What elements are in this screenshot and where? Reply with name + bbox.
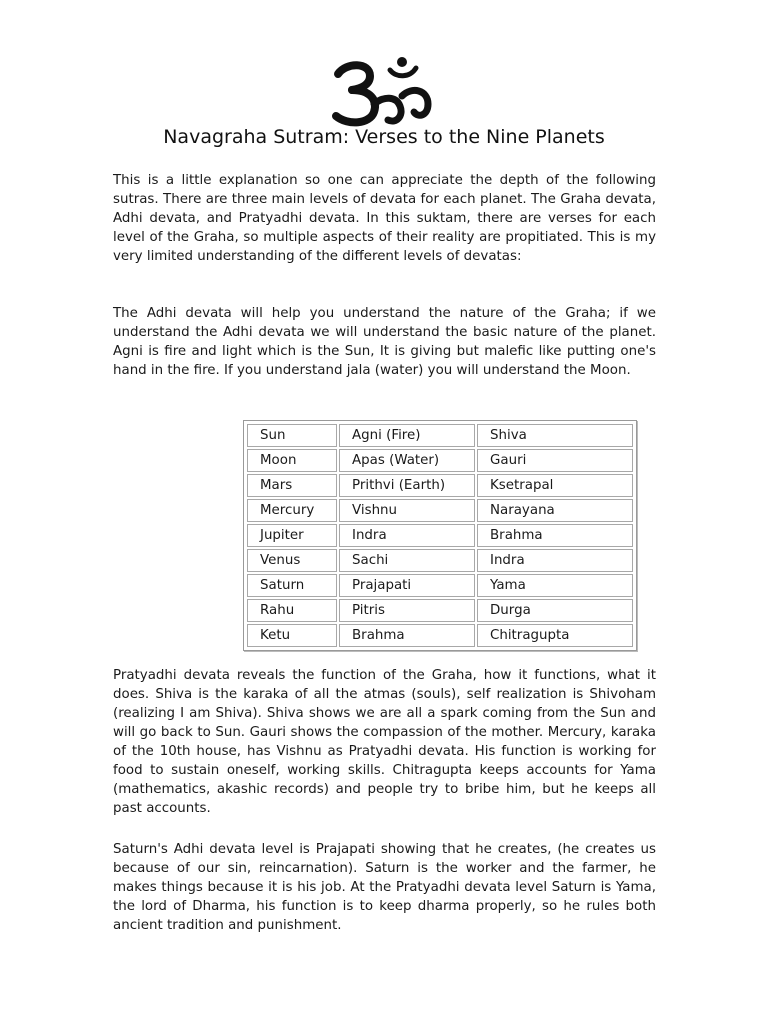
adhi-devata-paragraph: The Adhi devata will help you understand the nature of the Graha; if we understand the Adhi devata we will understand the basic nature of the planet. Agni is fire and light which is the Sun, It is giving but malefic like putting one's hand in the fire. If you understand jala (water) you will understand the Moon. <box>113 306 656 378</box>
table-row <box>247 574 633 597</box>
om-symbol-icon <box>330 56 440 130</box>
adhi-devata-cell: Prajapati <box>339 574 475 597</box>
pratyadhi-devata-cell: Shiva <box>477 424 633 447</box>
intro-paragraph: This is a little explanation so one can appreciate the depth of the following sutras. There are three main levels of devata for each planet. The Graha devata, Adhi devata, and Pratyadhi devata. In this suktam, there are verses for each level of the Graha, so multiple aspects of their reality are propitiated. This is my very limited understanding of the different levels of devatas: <box>113 173 656 264</box>
table-row <box>247 599 633 622</box>
table-row <box>247 474 633 497</box>
planet-cell: Rahu <box>247 599 337 622</box>
table-row <box>247 624 633 647</box>
planet-cell: Jupiter <box>247 524 337 547</box>
pratyadhi-devata-cell: Yama <box>477 574 633 597</box>
pratyadhi-devata-cell: Chitragupta <box>477 624 633 647</box>
adhi-devata-cell: Vishnu <box>339 499 475 522</box>
table-row <box>247 424 633 447</box>
planet-cell: Mercury <box>247 499 337 522</box>
adhi-devata-cell: Brahma <box>339 624 475 647</box>
page-title: Navagraha Sutram: Verses to the Nine Planets <box>163 126 605 148</box>
pratyadhi-devata-paragraph: Pratyadhi devata reveals the function of the Graha, how it functions, what it does. Shiva is the karaka of all the atmas (souls), self realization is Shivoham (realizing I am Shiva). Shiva shows we are all a spark coming from the Sun and will go back to Sun. Gauri shows the compassion of the mother. Mercury, karaka of the 10th house, has Vishnu as Pratyadhi devata. His function is working for food to sustain oneself, working skills. Chitragupta keeps accounts for Yama (mathematics, akashic records) and people try to bribe him, but he keeps all past accounts. <box>113 668 656 816</box>
adhi-devata-cell: Sachi <box>339 549 475 572</box>
adhi-devata-cell: Agni (Fire) <box>339 424 475 447</box>
pratyadhi-devata-cell: Brahma <box>477 524 633 547</box>
table-row <box>247 449 633 472</box>
planet-cell: Ketu <box>247 624 337 647</box>
pratyadhi-devata-cell: Ksetrapal <box>477 474 633 497</box>
adhi-devata-cell: Prithvi (Earth) <box>339 474 475 497</box>
pratyadhi-devata-cell: Indra <box>477 549 633 572</box>
table-row <box>247 524 633 547</box>
planet-cell: Moon <box>247 449 337 472</box>
pratyadhi-devata-cell: Gauri <box>477 449 633 472</box>
table-row <box>247 549 633 572</box>
saturn-paragraph: Saturn's Adhi devata level is Prajapati showing that he creates, (he creates us because of our sin, reincarnation). Saturn is the worker and the farmer, he makes things because it is his job. At the Pratyadhi devata level Saturn is Yama, the lord of Dharma, his function is to keep dharma properly, so he rules both ancient tradition and punishment. <box>113 842 656 933</box>
adhi-devata-cell: Pitris <box>339 599 475 622</box>
devata-table <box>243 420 637 651</box>
planet-cell: Venus <box>247 549 337 572</box>
table-row <box>247 499 633 522</box>
adhi-devata-cell: Indra <box>339 524 475 547</box>
planet-cell: Sun <box>247 424 337 447</box>
pratyadhi-devata-cell: Narayana <box>477 499 633 522</box>
planet-cell: Mars <box>247 474 337 497</box>
planet-cell: Saturn <box>247 574 337 597</box>
adhi-devata-cell: Apas (Water) <box>339 449 475 472</box>
pratyadhi-devata-cell: Durga <box>477 599 633 622</box>
